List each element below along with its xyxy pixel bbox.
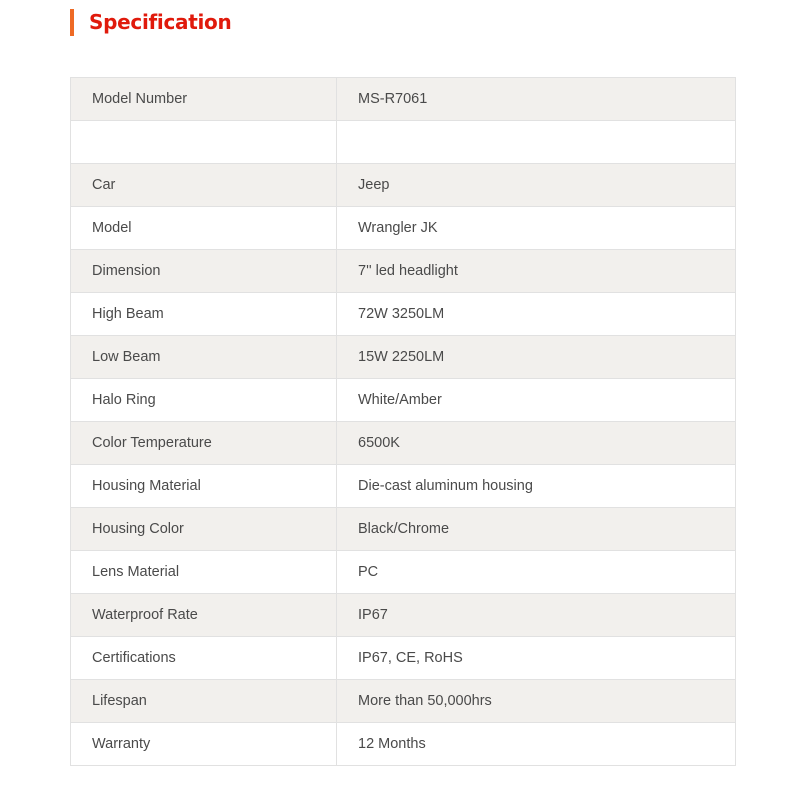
spec-row (71, 250, 736, 293)
spec-value: IP67, CE, RoHS (337, 637, 736, 680)
spec-row (71, 379, 736, 422)
spec-row (71, 164, 736, 207)
spec-value: 15W 2250LM (337, 336, 736, 379)
spec-row (71, 723, 736, 766)
spec-row (71, 207, 736, 250)
spec-row (71, 293, 736, 336)
spec-row (71, 78, 736, 121)
spec-value: White/Amber (337, 379, 736, 422)
section-title: Specification (89, 10, 232, 34)
spec-value: Wrangler JK (337, 207, 736, 250)
spec-value: Die-cast aluminum housing (337, 465, 736, 508)
spec-value: Jeep (337, 164, 736, 207)
spec-value: 6500K (337, 422, 736, 465)
specification-table-body (71, 78, 736, 766)
spec-row (71, 680, 736, 723)
spec-label: Waterproof Rate (71, 594, 337, 637)
spec-label: Lifespan (71, 680, 337, 723)
section-heading (70, 8, 231, 36)
spec-value (337, 121, 736, 164)
spec-label: Dimension (71, 250, 337, 293)
spec-row (71, 637, 736, 680)
spec-value: 7'' led headlight (337, 250, 736, 293)
spec-row (71, 121, 736, 164)
spec-label: Car (71, 164, 337, 207)
spec-label: Lens Material (71, 551, 337, 594)
spec-label: Warranty (71, 723, 337, 766)
spec-row (71, 336, 736, 379)
spec-row (71, 508, 736, 551)
spec-label (71, 121, 337, 164)
specification-table (70, 77, 736, 766)
spec-label: Housing Material (71, 465, 337, 508)
spec-row (71, 551, 736, 594)
spec-label: Color Temperature (71, 422, 337, 465)
heading-accent-bar (70, 9, 74, 36)
spec-label: Certifications (71, 637, 337, 680)
spec-label: Low Beam (71, 336, 337, 379)
spec-label: Model Number (71, 78, 337, 121)
spec-row (71, 422, 736, 465)
spec-value: MS-R7061 (337, 78, 736, 121)
spec-value: Black/Chrome (337, 508, 736, 551)
spec-value: 72W 3250LM (337, 293, 736, 336)
spec-value: IP67 (337, 594, 736, 637)
spec-label: Housing Color (71, 508, 337, 551)
spec-row (71, 465, 736, 508)
spec-value: More than 50,000hrs (337, 680, 736, 723)
spec-value: 12 Months (337, 723, 736, 766)
spec-label: Halo Ring (71, 379, 337, 422)
spec-label: Model (71, 207, 337, 250)
spec-label: High Beam (71, 293, 337, 336)
spec-row (71, 594, 736, 637)
spec-value: PC (337, 551, 736, 594)
